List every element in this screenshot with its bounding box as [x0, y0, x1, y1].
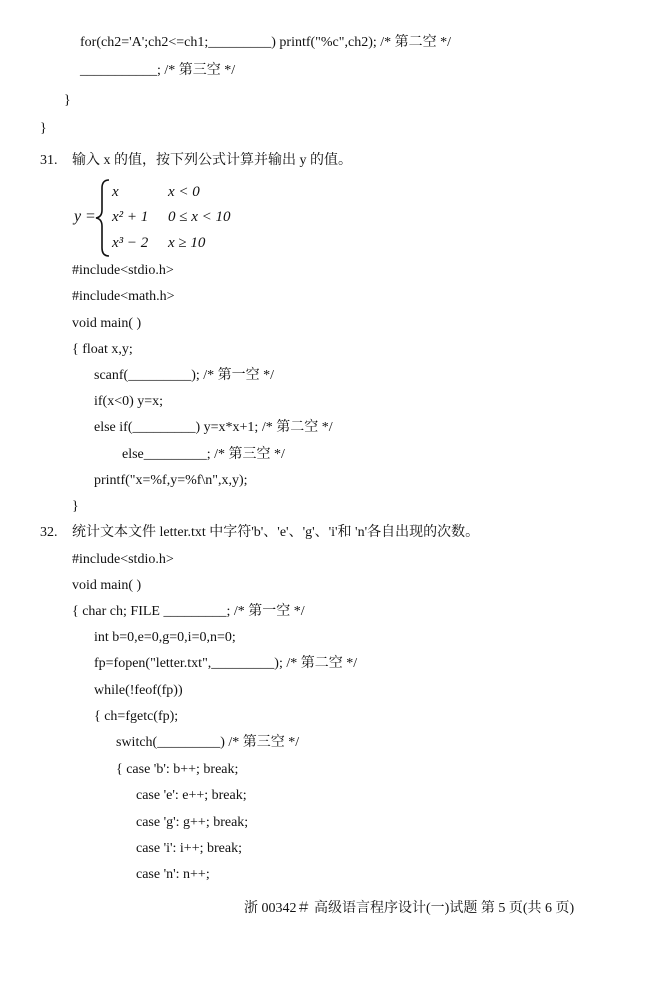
code-line: { float x,y; — [72, 342, 133, 357]
question-prompt: 统计文本文件 letter.txt 中字符'b'、'e'、'g'、'i'和 'n'各自出现的次数。 — [72, 525, 480, 540]
code-line: case 'e': e++; break; — [136, 788, 247, 803]
case-value: x — [112, 184, 119, 200]
code-line: if(x<0) y=x; — [94, 394, 164, 409]
question-prompt: 输入 x 的值，按下列公式计算并输出 y 的值。 — [72, 153, 352, 168]
code-line: fp=fopen("letter.txt",_________); /* 第二空 */ — [94, 656, 358, 671]
code-line: } — [64, 93, 71, 108]
code-line: { char ch; FILE _________; /* 第一空 */ — [72, 604, 305, 619]
code-line: #include<stdio.h> — [72, 552, 174, 567]
code-line: for(ch2='A';ch2<=ch1;_________) printf("%c",ch2); /* 第二空 */ — [80, 35, 452, 50]
brace-icon — [93, 178, 113, 258]
code-line: void main( ) — [72, 578, 142, 593]
case-condition: 0 ≤ x < 10 — [168, 209, 231, 225]
code-line: scanf(_________); /* 第一空 */ — [94, 368, 275, 383]
code-line: int b=0,e=0,g=0,i=0,n=0; — [94, 630, 236, 645]
code-line: #include<stdio.h> — [72, 263, 174, 278]
code-line: { ch=fgetc(fp); — [94, 709, 179, 724]
case-condition: x < 0 — [168, 184, 200, 200]
question-number: 32. — [40, 525, 58, 540]
page-footer: 浙 00342＃ 高级语言程序设计(一)试题 第 5 页(共 6 页) — [244, 901, 575, 916]
code-line: case 'i': i++; break; — [136, 841, 242, 856]
case-value: x³ − 2 — [112, 235, 149, 251]
case-condition: x ≥ 10 — [168, 235, 206, 251]
code-line: } — [72, 499, 79, 514]
code-line: case 'g': g++; break; — [136, 815, 249, 830]
case-value: x² + 1 — [112, 209, 149, 225]
formula-lhs: y — [74, 208, 82, 225]
code-line: void main( ) — [72, 316, 142, 331]
code-line: else if(_________) y=x*x+1; /* 第二空 */ — [94, 420, 333, 435]
code-line: while(!feof(fp)) — [94, 683, 183, 698]
code-line: } — [40, 121, 47, 136]
code-line: case 'n': n++; — [136, 867, 210, 882]
question-number: 31. — [40, 153, 58, 168]
code-line: #include<math.h> — [72, 289, 175, 304]
code-line: { case 'b': b++; break; — [116, 762, 239, 777]
code-line: ___________; /* 第三空 */ — [80, 63, 236, 78]
code-line: switch(_________) /* 第三空 */ — [116, 735, 300, 750]
code-line: else_________; /* 第三空 */ — [122, 447, 285, 462]
code-line: printf("x=%f,y=%f\n",x,y); — [94, 473, 248, 488]
formula-equals: = — [86, 208, 96, 225]
